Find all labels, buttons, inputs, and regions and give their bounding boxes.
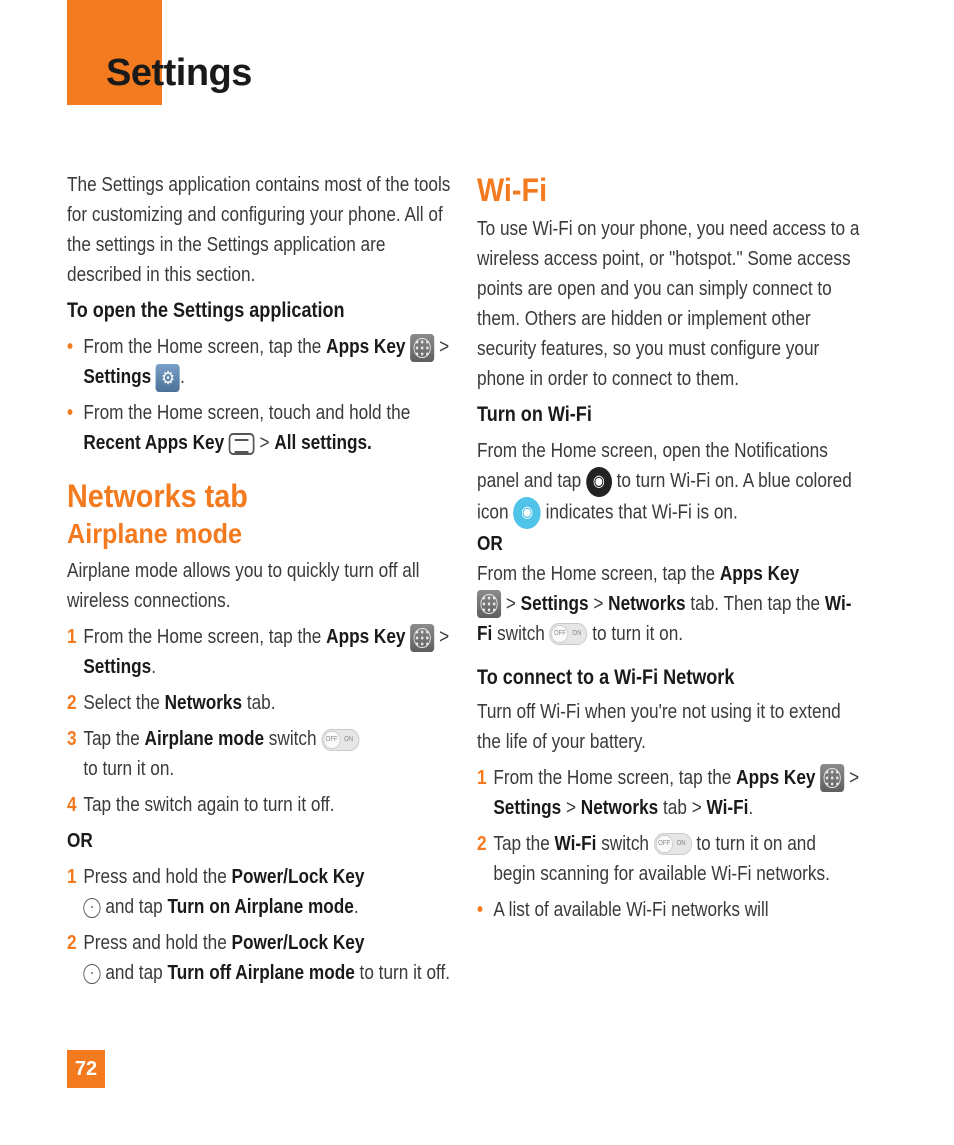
apps-grid-icon xyxy=(477,590,501,618)
list-item: 2 Select the Networks tab. xyxy=(67,688,451,718)
step-number: 2 xyxy=(67,692,77,714)
step-number: 2 xyxy=(477,832,487,855)
list-item: 2 Press and hold the Power/Lock Key and tap Turn off Airplane mode to turn it off. xyxy=(67,928,451,988)
wifi-intro: To use Wi-Fi on your phone, you need access to a wireless access point, or "hotspot." Some access points are open and you can simply connect to them. Others are hidden or implement other security features, so you must configure your phone in order to connect to them. xyxy=(477,218,860,390)
list-item: • From the Home screen, tap the Apps Key > Settings ⚙ . xyxy=(67,332,451,392)
list-item: 2 Tap the Wi-Fi switch OFF ON to turn it on and begin scanning for available Wi-Fi networks. xyxy=(477,829,861,889)
apps-grid-icon xyxy=(410,624,434,652)
turn-on-wifi-heading: Turn on Wi-Fi xyxy=(477,403,592,426)
page-number: 72 xyxy=(67,1050,105,1088)
toggle-switch-icon: OFF ON xyxy=(321,729,359,751)
apps-grid-icon xyxy=(820,764,844,792)
airplane-mode-description: Airplane mode allows you to quickly turn off all wireless connections. xyxy=(67,560,420,612)
gear-icon: ⚙ xyxy=(156,364,180,392)
step-number: 1 xyxy=(67,626,77,648)
page-title: Settings xyxy=(106,52,252,94)
wifi-on-icon: ◉ xyxy=(513,497,541,529)
step-number: 1 xyxy=(67,866,77,888)
step-number: 3 xyxy=(67,728,77,750)
step-number: 2 xyxy=(67,932,77,954)
settings-intro: The Settings application contains most of the tools for customizing and configuring your phone. All of the settings in the Settings application are described in this section. xyxy=(67,174,451,286)
left-column xyxy=(67,170,452,988)
right-column xyxy=(477,170,862,925)
toggle-switch-icon: OFF ON xyxy=(550,623,588,645)
or-separator: OR xyxy=(477,532,503,555)
list-item: 1 From the Home screen, tap the Apps Key > Settings > Networks tab > Wi-Fi. xyxy=(477,763,861,823)
bullet-marker: • xyxy=(67,336,74,358)
list-item: 4 Tap the switch again to turn it off. xyxy=(67,790,451,820)
connect-wifi-heading: To connect to a Wi-Fi Network xyxy=(477,665,735,689)
step-number: 4 xyxy=(67,794,77,816)
list-item: 1 From the Home screen, tap the Apps Key > Settings. xyxy=(67,622,451,682)
or-separator: OR xyxy=(67,830,93,852)
list-item: 1 Press and hold the Power/Lock Key and tap Turn on Airplane mode. xyxy=(67,862,451,922)
apps-grid-icon xyxy=(410,334,434,362)
airplane-mode-heading: Airplane mode xyxy=(67,518,243,549)
list-item: • From the Home screen, touch and hold the Recent Apps Key > All settings. xyxy=(67,398,451,458)
bullet-marker: • xyxy=(477,898,484,921)
bullet-marker: • xyxy=(67,402,74,424)
power-lock-icon xyxy=(83,964,100,984)
power-lock-icon xyxy=(83,898,100,918)
list-item: • A list of available Wi-Fi networks will xyxy=(477,895,861,925)
turn-on-wifi-text: From the Home screen, open the Notifications panel and tap ◉ to turn Wi-Fi on. A blue colored icon ◉ indicates that Wi-Fi is on. xyxy=(477,436,861,529)
wifi-alt-text: From the Home screen, tap the Apps Key > Settings > Networks tab. Then tap the Wi-Fi switch OFF ON to turn it on. xyxy=(477,562,852,645)
networks-tab-heading: Networks tab xyxy=(67,478,248,514)
connect-wifi-intro: Turn off Wi-Fi when you're not using it to extend the life of your battery. xyxy=(477,700,841,753)
list-item: 3 Tap the Airplane mode switch OFF ON to turn it on. xyxy=(67,724,451,784)
open-settings-heading: To open the Settings application xyxy=(67,299,345,322)
wifi-icon: ◉ xyxy=(586,467,612,497)
toggle-switch-icon: OFF ON xyxy=(654,833,692,855)
wifi-heading: Wi-Fi xyxy=(477,172,548,208)
recent-apps-icon xyxy=(229,433,255,455)
step-number: 1 xyxy=(477,766,487,789)
